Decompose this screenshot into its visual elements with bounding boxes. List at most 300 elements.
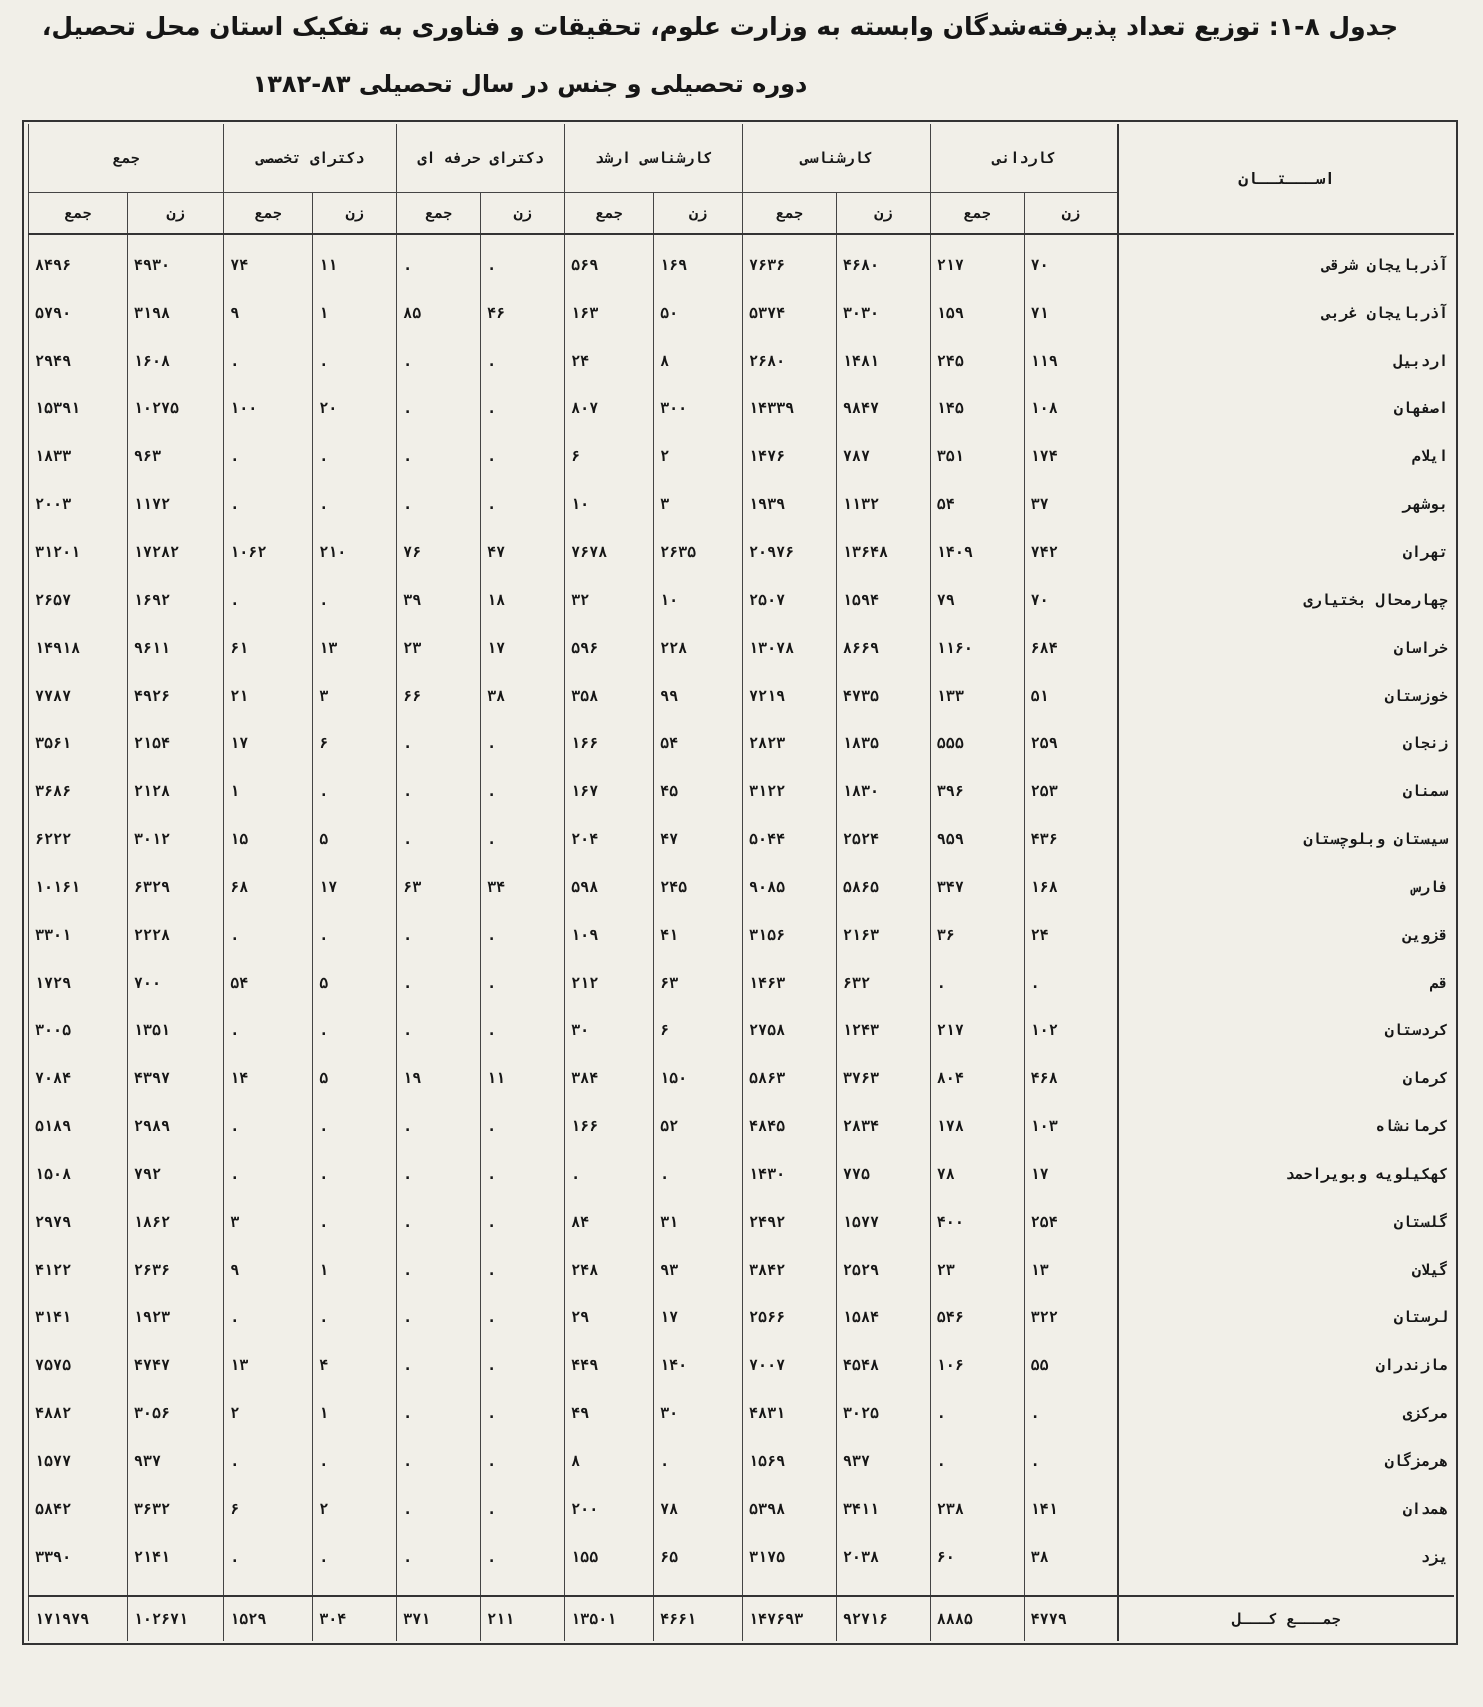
value-cell: .	[224, 1150, 313, 1198]
value-cell: ۱۷	[1024, 1150, 1118, 1198]
value-cell: ۲۶۳۶	[127, 1246, 223, 1294]
value-cell: ۵۲	[654, 1102, 743, 1150]
value-cell: ۷۹	[930, 576, 1024, 624]
value-cell: ۳۶۸۶	[29, 767, 128, 815]
value-cell: ۶۳۲۹	[127, 863, 223, 911]
value-cell: ۷۶۳۶	[743, 241, 837, 289]
value-cell: ۱۰۱۶۱	[29, 863, 128, 911]
value-cell: ۵۹۸	[565, 863, 654, 911]
value-cell: .	[397, 241, 481, 289]
total-value-cell: ۹۲۷۱۶	[836, 1596, 930, 1641]
value-cell: ۱۰۲	[1024, 1007, 1118, 1055]
value-cell: .	[481, 1007, 565, 1055]
value-cell: .	[481, 1102, 565, 1150]
value-cell: ۴۳۶	[1024, 815, 1118, 863]
province-name: خراسان	[1118, 624, 1454, 672]
value-cell: .	[481, 767, 565, 815]
value-cell: ۲۴	[1024, 911, 1118, 959]
total-value-cell: ۳۰۴	[313, 1596, 397, 1641]
value-cell: ۱۵۷۷	[29, 1437, 128, 1485]
value-cell: ۴۰۰	[930, 1198, 1024, 1246]
table-row	[29, 1294, 1455, 1342]
value-cell: ۴۴۹	[565, 1341, 654, 1389]
value-cell: ۶۲۲۲	[29, 815, 128, 863]
value-cell: ۵	[313, 815, 397, 863]
value-cell: ۶	[224, 1485, 313, 1533]
value-cell: ۳۲	[565, 576, 654, 624]
value-cell: .	[224, 480, 313, 528]
value-cell: ۹۳۷	[836, 1437, 930, 1485]
table-row	[29, 672, 1455, 720]
value-cell: ۹۳	[654, 1246, 743, 1294]
table-row	[29, 1054, 1455, 1102]
value-cell: ۱۵۰۸	[29, 1150, 128, 1198]
value-cell: ۱۶۹۲	[127, 576, 223, 624]
table-row	[29, 289, 1455, 337]
value-cell: ۵۱	[1024, 672, 1118, 720]
value-cell: ۱۰۳	[1024, 1102, 1118, 1150]
province-name: کردستان	[1118, 1007, 1454, 1055]
value-cell: .	[397, 432, 481, 480]
value-cell: ۸۰۷	[565, 385, 654, 433]
subheader-women: زن	[313, 193, 397, 235]
total-value-cell: ۳۷۱	[397, 1596, 481, 1641]
value-cell: ۲۳۸	[930, 1485, 1024, 1533]
value-cell: ۵۴	[930, 480, 1024, 528]
value-cell: ۳۵۱	[930, 432, 1024, 480]
value-cell: ۱۰	[565, 480, 654, 528]
total-value-cell: ۱۴۷۶۹۳	[743, 1596, 837, 1641]
value-cell: ۲۰۰	[565, 1485, 654, 1533]
value-cell: ۳	[654, 480, 743, 528]
value-cell: ۲۳	[930, 1246, 1024, 1294]
value-cell: ۲	[654, 432, 743, 480]
province-name: تهران	[1118, 528, 1454, 576]
value-cell: ۷۸۷	[836, 432, 930, 480]
value-cell: ۷۲۱۹	[743, 672, 837, 720]
value-cell: ۴۸۳۱	[743, 1389, 837, 1437]
table-row	[29, 576, 1455, 624]
value-cell: ۲۱۰	[313, 528, 397, 576]
value-cell: ۳۱۲۲	[743, 767, 837, 815]
value-cell: ۷۰۸۴	[29, 1054, 128, 1102]
value-cell: ۱۴۹۱۸	[29, 624, 128, 672]
value-cell: .	[224, 1533, 313, 1581]
value-cell: ۳۱۹۸	[127, 289, 223, 337]
value-cell: ۳۰۲۵	[836, 1389, 930, 1437]
table-row	[29, 385, 1455, 433]
value-cell: ۲	[224, 1389, 313, 1437]
value-cell: .	[930, 959, 1024, 1007]
value-cell: .	[481, 1294, 565, 1342]
value-cell: ۱۰۲۷۵	[127, 385, 223, 433]
value-cell: ۳۰۰	[654, 385, 743, 433]
table-title: جدول ۸-۱: توزیع تعداد پذیرفته‌شدگان وابسته به وزارت علوم، تحقیقات و فناوری به تفکیک استان محل تحصیل،	[41, 12, 1399, 41]
value-cell: ۳۰	[654, 1389, 743, 1437]
value-cell: .	[481, 1246, 565, 1294]
value-cell: ۳۴۱۱	[836, 1485, 930, 1533]
value-cell: ۳۸۴	[565, 1054, 654, 1102]
value-cell: ۵۸۶۳	[743, 1054, 837, 1102]
province-header: اســـتــان	[1118, 124, 1454, 234]
value-cell: .	[481, 1533, 565, 1581]
value-cell: .	[397, 815, 481, 863]
value-cell: .	[481, 337, 565, 385]
province-name: چهارمحال بختیاری	[1118, 576, 1454, 624]
value-cell: ۶۳	[654, 959, 743, 1007]
value-cell: .	[397, 385, 481, 433]
value-cell: .	[565, 1150, 654, 1198]
value-cell: ۲۵۴	[1024, 1198, 1118, 1246]
table-row	[29, 1341, 1455, 1389]
value-cell: ۲۶۸۰	[743, 337, 837, 385]
value-cell: ۳۸۴۲	[743, 1246, 837, 1294]
value-cell: .	[481, 1437, 565, 1485]
value-cell: ۴۹۲۶	[127, 672, 223, 720]
value-cell: ۲۳	[397, 624, 481, 672]
value-cell: ۹۸۴۷	[836, 385, 930, 433]
value-cell: ۴۸۴۵	[743, 1102, 837, 1150]
value-cell: ۲۵۳	[1024, 767, 1118, 815]
province-name: بوشهر	[1118, 480, 1454, 528]
value-cell: .	[313, 576, 397, 624]
value-cell: ۱	[313, 289, 397, 337]
value-cell: ۱۶۸	[1024, 863, 1118, 911]
value-cell: .	[654, 1150, 743, 1198]
value-cell: ۲۹۴۹	[29, 337, 128, 385]
value-cell: .	[481, 815, 565, 863]
value-cell: ۶	[565, 432, 654, 480]
value-cell: ۱۷۸	[930, 1102, 1024, 1150]
subheader-total: جمع	[930, 193, 1024, 235]
table-header	[29, 124, 1455, 241]
value-cell: ۱۰۶	[930, 1341, 1024, 1389]
province-name: گلستان	[1118, 1198, 1454, 1246]
total-value-cell: ۱۵۲۹	[224, 1596, 313, 1641]
value-cell: .	[397, 1341, 481, 1389]
value-cell: .	[313, 1102, 397, 1150]
table-row	[29, 1437, 1455, 1485]
value-cell: ۷۰	[1024, 576, 1118, 624]
value-cell: ۴۶۸۰	[836, 241, 930, 289]
value-cell: ۸۴	[565, 1198, 654, 1246]
table-row	[29, 767, 1455, 815]
group-header-associate: کاردانی	[930, 124, 1118, 193]
value-cell: ۱۴۱	[1024, 1485, 1118, 1533]
value-cell: ۱۳۶۴۸	[836, 528, 930, 576]
province-name: آذربایجان شرقی	[1118, 241, 1454, 289]
value-cell: ۲۵۲۹	[836, 1246, 930, 1294]
value-cell: ۹۵۹	[930, 815, 1024, 863]
value-cell: ۱۶۷	[565, 767, 654, 815]
value-cell: ۲۲۲۸	[127, 911, 223, 959]
value-cell: ۴۱۲۲	[29, 1246, 128, 1294]
value-cell: ۲۰۴	[565, 815, 654, 863]
value-cell: ۵۵	[1024, 1341, 1118, 1389]
value-cell: ۷۰۰۷	[743, 1341, 837, 1389]
table-row	[29, 815, 1455, 863]
value-cell: ۳۷۶۳	[836, 1054, 930, 1102]
value-cell: ۲۵۹	[1024, 719, 1118, 767]
value-cell: ۳۱۴۱	[29, 1294, 128, 1342]
value-cell: ۶۰	[930, 1533, 1024, 1581]
value-cell: ۳۵۶۱	[29, 719, 128, 767]
value-cell: ۱۵۹۴	[836, 576, 930, 624]
value-cell: ۲۵۲۴	[836, 815, 930, 863]
value-cell: .	[313, 432, 397, 480]
value-cell: ۲۱۷	[930, 241, 1024, 289]
total-value-cell: ۸۸۸۵	[930, 1596, 1024, 1641]
value-cell: ۱۵۸۴	[836, 1294, 930, 1342]
value-cell: ۴۳۹۷	[127, 1054, 223, 1102]
value-cell: ۵۹۶	[565, 624, 654, 672]
value-cell: ۱۷	[481, 624, 565, 672]
value-cell: ۴۶۸	[1024, 1054, 1118, 1102]
province-name: اصفهان	[1118, 385, 1454, 433]
value-cell: ۲۱۷	[930, 1007, 1024, 1055]
value-cell: ۵۳۷۴	[743, 289, 837, 337]
value-cell: .	[1024, 1389, 1118, 1437]
value-cell: ۴۹	[565, 1389, 654, 1437]
value-cell: ۵۵۵	[930, 719, 1024, 767]
value-cell: ۵۴۶	[930, 1294, 1024, 1342]
value-cell: ۹۰۸۵	[743, 863, 837, 911]
value-cell: .	[313, 1150, 397, 1198]
value-cell: ۱۶۳	[565, 289, 654, 337]
value-cell: ۲۲۸	[654, 624, 743, 672]
value-cell: ۷۴	[224, 241, 313, 289]
value-cell: .	[397, 959, 481, 1007]
value-cell: .	[930, 1437, 1024, 1485]
value-cell: ۱۱۶۰	[930, 624, 1024, 672]
table-row	[29, 1150, 1455, 1198]
value-cell: ۱۵۶۹	[743, 1437, 837, 1485]
province-name: کرمانشاه	[1118, 1102, 1454, 1150]
value-cell: ۳۹	[397, 576, 481, 624]
total-label: جمـــع کـــل	[1118, 1596, 1454, 1641]
table-row	[29, 911, 1455, 959]
value-cell: ۲۴۸	[565, 1246, 654, 1294]
value-cell: .	[224, 576, 313, 624]
value-cell: ۴۵	[654, 767, 743, 815]
table-row	[29, 624, 1455, 672]
group-header-bachelor: کارشناسی	[743, 124, 931, 193]
table-subtitle: دوره تحصیلی و جنس در سال تحصیلی ۸۳-۱۳۸۲	[252, 70, 808, 98]
subheader-women: زن	[1024, 193, 1118, 235]
value-cell: ۱۸	[481, 576, 565, 624]
value-cell: ۳۰۵۶	[127, 1389, 223, 1437]
value-cell: ۴۷۳۵	[836, 672, 930, 720]
value-cell: ۴	[313, 1341, 397, 1389]
value-cell: .	[397, 1437, 481, 1485]
province-name: آذربایجان غربی	[1118, 289, 1454, 337]
value-cell: ۱۷۴	[1024, 432, 1118, 480]
value-cell: ۸	[654, 337, 743, 385]
value-cell: ۵۸۴۲	[29, 1485, 128, 1533]
value-cell: .	[481, 1198, 565, 1246]
value-cell: ۱۱	[313, 241, 397, 289]
value-cell: ۳۴۷	[930, 863, 1024, 911]
value-cell: ۱۸۳۰	[836, 767, 930, 815]
value-cell: .	[224, 337, 313, 385]
province-name: هرمزگان	[1118, 1437, 1454, 1485]
value-cell: .	[397, 1102, 481, 1150]
value-cell: .	[481, 1485, 565, 1533]
value-cell: ۱۰۶۲	[224, 528, 313, 576]
value-cell: .	[481, 1341, 565, 1389]
value-cell: .	[481, 241, 565, 289]
table-row	[29, 528, 1455, 576]
value-cell: .	[481, 959, 565, 1007]
value-cell: .	[1024, 1437, 1118, 1485]
value-cell: ۳۰۰۵	[29, 1007, 128, 1055]
value-cell: ۵	[313, 959, 397, 1007]
value-cell: ۳۱۲۰۱	[29, 528, 128, 576]
value-cell: ۳۹۶	[930, 767, 1024, 815]
value-cell: .	[481, 432, 565, 480]
value-cell: .	[397, 1150, 481, 1198]
subheader-women: زن	[654, 193, 743, 235]
province-name: مرکزی	[1118, 1389, 1454, 1437]
value-cell: ۳۷	[1024, 480, 1118, 528]
subheader-total: جمع	[743, 193, 837, 235]
value-cell: ۱۱	[481, 1054, 565, 1102]
total-value-cell: ۱۳۵۰۱	[565, 1596, 654, 1641]
value-cell: ۲۸۲۳	[743, 719, 837, 767]
subheader-total: جمع	[565, 193, 654, 235]
total-value-cell: ۱۷۱۹۷۹	[29, 1596, 128, 1641]
value-cell: ۷۰	[1024, 241, 1118, 289]
table-row	[29, 1007, 1455, 1055]
table-body	[29, 241, 1455, 1581]
value-cell: ۲۰	[313, 385, 397, 433]
table-row	[29, 1389, 1455, 1437]
value-cell: ۱۴۰۹	[930, 528, 1024, 576]
table-row	[29, 959, 1455, 1007]
value-cell: .	[313, 1294, 397, 1342]
value-cell: ۳۳۰۱	[29, 911, 128, 959]
province-name: فارس	[1118, 863, 1454, 911]
value-cell: .	[224, 911, 313, 959]
value-cell: ۶۸	[224, 863, 313, 911]
province-name: کرمان	[1118, 1054, 1454, 1102]
value-cell: ۲۶۳۵	[654, 528, 743, 576]
value-cell: ۱۹۲۳	[127, 1294, 223, 1342]
value-cell: .	[224, 1102, 313, 1150]
value-cell: ۱۷	[224, 719, 313, 767]
value-cell: ۷۸	[930, 1150, 1024, 1198]
value-cell: .	[397, 767, 481, 815]
value-cell: ۱۴	[224, 1054, 313, 1102]
province-name: گیلان	[1118, 1246, 1454, 1294]
value-cell: ۱۵	[224, 815, 313, 863]
total-value-cell: ۱۰۲۶۷۱	[127, 1596, 223, 1641]
value-cell: ۶۳۲	[836, 959, 930, 1007]
value-cell: ۷۸	[654, 1485, 743, 1533]
value-cell: ۵۱۸۹	[29, 1102, 128, 1150]
value-cell: ۲۴	[565, 337, 654, 385]
total-row	[29, 1596, 1455, 1641]
value-cell: ۱۵۰	[654, 1054, 743, 1102]
value-cell: ۳۱	[654, 1198, 743, 1246]
value-cell: ۱۳	[224, 1341, 313, 1389]
value-cell: ۳۶	[930, 911, 1024, 959]
value-cell: ۴۶	[481, 289, 565, 337]
value-cell: ۴۵۴۸	[836, 1341, 930, 1389]
value-cell: ۲۹۷۹	[29, 1198, 128, 1246]
value-cell: ۱۸۳۵	[836, 719, 930, 767]
value-cell: ۴۷	[481, 528, 565, 576]
value-cell: ۷۱	[1024, 289, 1118, 337]
province-name: زنجان	[1118, 719, 1454, 767]
value-cell: ۱۶۶	[565, 1102, 654, 1150]
value-cell: ۱۱۳۲	[836, 480, 930, 528]
value-cell: ۷۶۷۸	[565, 528, 654, 576]
value-cell: ۳۰۱۲	[127, 815, 223, 863]
value-cell: ۷۷۵	[836, 1150, 930, 1198]
value-cell: ۲۰۹۷۶	[743, 528, 837, 576]
value-cell: .	[481, 911, 565, 959]
value-cell: ۲۰۰۳	[29, 480, 128, 528]
subheader-total: جمع	[397, 193, 481, 235]
value-cell: ۶۱	[224, 624, 313, 672]
value-cell: .	[313, 1533, 397, 1581]
total-value-cell: ۴۷۷۹	[1024, 1596, 1118, 1641]
total-gap	[29, 1581, 1455, 1596]
value-cell: ۷۵۷۵	[29, 1341, 128, 1389]
value-cell: ۶	[313, 719, 397, 767]
value-cell: .	[313, 767, 397, 815]
value-cell: ۳۶۳۲	[127, 1485, 223, 1533]
value-cell: ۶۶	[397, 672, 481, 720]
subheader-women: زن	[836, 193, 930, 235]
value-cell: ۵۷۹۰	[29, 289, 128, 337]
value-cell: ۲۴۵	[930, 337, 1024, 385]
province-name: مازندران	[1118, 1341, 1454, 1389]
value-cell: ۱۵۳۹۱	[29, 385, 128, 433]
value-cell: ۱۴۳۳۹	[743, 385, 837, 433]
header-separator	[29, 234, 1455, 241]
value-cell: ۶۳	[397, 863, 481, 911]
table-row	[29, 1102, 1455, 1150]
value-cell: .	[397, 1007, 481, 1055]
value-cell: ۱۷	[313, 863, 397, 911]
value-cell: ۲۱	[224, 672, 313, 720]
value-cell: ۷۷۸۷	[29, 672, 128, 720]
statistics-table	[28, 124, 1454, 1641]
value-cell: ۱۵۵	[565, 1533, 654, 1581]
value-cell: ۲۴۵	[654, 863, 743, 911]
value-cell: ۴۱	[654, 911, 743, 959]
province-name: سمنان	[1118, 767, 1454, 815]
value-cell: .	[313, 1007, 397, 1055]
province-name: کهکیلویه وبویراحمد	[1118, 1150, 1454, 1198]
value-cell: ۸۰۴	[930, 1054, 1024, 1102]
value-cell: .	[397, 1485, 481, 1533]
value-cell: ۱۱۹	[1024, 337, 1118, 385]
value-cell: ۸۶۶۹	[836, 624, 930, 672]
value-cell: ۲۹	[565, 1294, 654, 1342]
value-cell: ۱۳۰۷۸	[743, 624, 837, 672]
value-cell: ۲۷۵۸	[743, 1007, 837, 1055]
value-cell: ۳۵۸	[565, 672, 654, 720]
value-cell: ۹۳۷	[127, 1437, 223, 1485]
value-cell: .	[397, 1246, 481, 1294]
value-cell: ۳۸	[1024, 1533, 1118, 1581]
value-cell: ۱۸۶۲	[127, 1198, 223, 1246]
value-cell: ۱۷	[654, 1294, 743, 1342]
table-row	[29, 719, 1455, 767]
